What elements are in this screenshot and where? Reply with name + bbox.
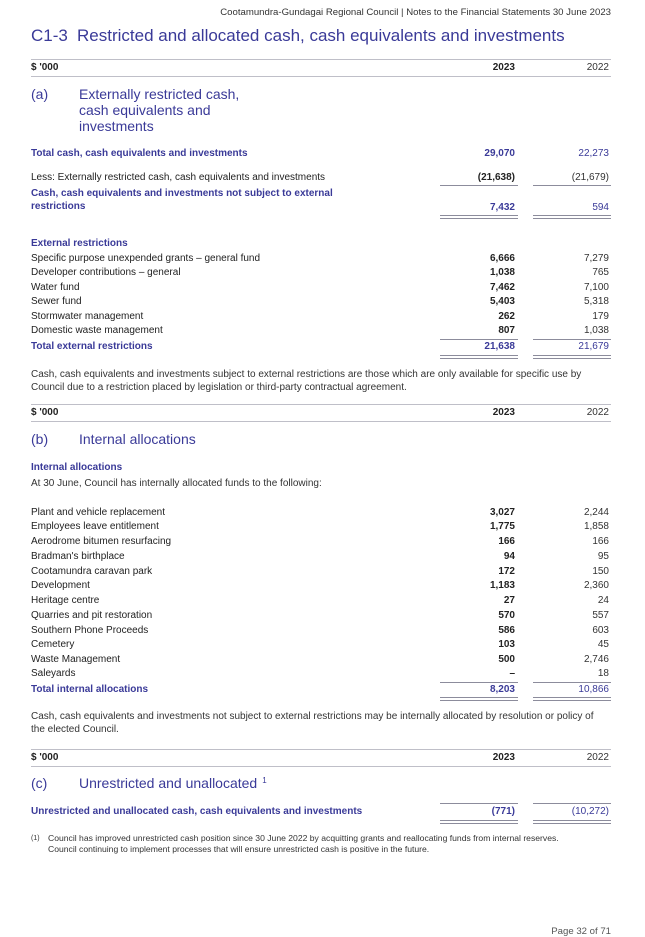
ext-item-row: Specific purpose unexpended grants – general fund 6,666 7,279 bbox=[31, 253, 609, 264]
page-header: Cootamundra-Gundagai Regional Council | Notes to the Financial Statements 30 June 2023 bbox=[220, 7, 611, 18]
sum-line bbox=[533, 803, 611, 804]
total-line bbox=[440, 355, 518, 359]
unrestricted-row: Unrestricted and unallocated cash, cash equivalents and investments (771) (10,272) bbox=[31, 806, 609, 817]
int-item-row: Employees leave entitlement 1,775 1,858 bbox=[31, 521, 609, 532]
sum-line bbox=[440, 339, 518, 340]
column-header-c: $ '000 2023 2022 bbox=[31, 749, 611, 767]
not-subject-row bbox=[31, 187, 611, 215]
page-title bbox=[31, 26, 565, 46]
sum-line bbox=[440, 185, 518, 186]
sum-line bbox=[440, 803, 518, 804]
section-title-line: Externally restricted cash, bbox=[79, 86, 240, 102]
note-number: C1-3 bbox=[31, 26, 68, 45]
int-item-row: Bradman's birthplace 94 95 bbox=[31, 551, 609, 562]
value-2022: (21,679) bbox=[571, 172, 609, 183]
ext-item-row: Domestic waste management 807 1,038 bbox=[31, 325, 609, 336]
sum-line bbox=[533, 185, 611, 186]
internal-allocations-heading: Internal allocations bbox=[31, 462, 123, 473]
sum-line bbox=[533, 682, 611, 683]
ext-item-row: Water fund 7,462 7,100 bbox=[31, 282, 609, 293]
section-a-heading bbox=[31, 86, 239, 134]
total-line bbox=[440, 215, 518, 219]
column-header-a bbox=[31, 59, 611, 77]
value-2023: 29,070 bbox=[484, 148, 515, 159]
int-total-row: Total internal allocations 8,203 10,866 bbox=[31, 684, 609, 695]
ext-total-row: Total external restrictions 21,638 21,679 bbox=[31, 341, 609, 352]
year-2023-label: 2023 bbox=[492, 62, 515, 73]
value-2022: 22,273 bbox=[578, 148, 609, 159]
external-note: Cash, cash equivalents and investments subject to external restrictions are those which are only available for specific use by Council due to a restriction placed by legislation or third-party contractual agreement. bbox=[31, 369, 582, 393]
int-item-row: Cemetery 103 45 bbox=[31, 639, 609, 650]
section-c-heading: (c) Unrestricted and unallocated $^1$ bbox=[31, 775, 267, 791]
column-header-b: $ '000 2023 2022 bbox=[31, 404, 611, 422]
int-item-row: Plant and vehicle replacement 3,027 2,244 bbox=[31, 507, 609, 518]
int-item-row: Quarries and pit restoration 570 557 bbox=[31, 610, 609, 621]
footnote-ref: 1 bbox=[262, 776, 267, 785]
section-letter: (a) bbox=[31, 86, 49, 102]
total-cash-row bbox=[31, 148, 611, 162]
sum-line bbox=[440, 682, 518, 683]
value-2023: (21,638) bbox=[477, 172, 515, 183]
internal-intro: At 30 June, Council has internally allocated funds to the following: bbox=[31, 478, 322, 489]
less-restricted-row bbox=[31, 172, 611, 186]
total-line bbox=[440, 697, 518, 701]
value-2022: 594 bbox=[592, 202, 609, 213]
total-line bbox=[440, 820, 518, 824]
note-title: Restricted and allocated cash, cash equivalents and investments bbox=[77, 26, 565, 45]
int-item-row: Development 1,183 2,360 bbox=[31, 580, 609, 591]
row-label: Less: Externally restricted cash, cash equivalents and investments bbox=[31, 172, 326, 183]
total-line bbox=[533, 697, 611, 701]
external-restrictions-heading: External restrictions bbox=[31, 238, 128, 249]
int-item-row: Southern Phone Proceeds 586 603 bbox=[31, 625, 609, 636]
footnote bbox=[31, 833, 611, 855]
total-line bbox=[533, 215, 611, 219]
section-b-heading: (b) Internal allocations bbox=[31, 431, 196, 447]
footnote-line: Council continuing to implement processes that will ensure unrestricted cash is positive in the future. bbox=[48, 844, 430, 854]
int-item-row: Cootamundra caravan park 172 150 bbox=[31, 566, 609, 577]
sum-line bbox=[533, 339, 611, 340]
section-title-line: cash equivalents and bbox=[79, 102, 211, 118]
row-label: Cash, cash equivalents and investments not subject to external restrictions bbox=[31, 188, 333, 212]
unit-label: $ '000 bbox=[31, 62, 59, 73]
footnote-marker: (1) bbox=[31, 835, 40, 842]
section-title-line: investments bbox=[79, 118, 154, 134]
total-line bbox=[533, 355, 611, 359]
footnote-line: Council has improved unrestricted cash position since 30 June 2022 by acquitting grants and reallocating funds from internal reserves. bbox=[48, 833, 559, 843]
int-item-row: Waste Management 500 2,746 bbox=[31, 654, 609, 665]
int-item-row: Saleyards – 18 bbox=[31, 668, 609, 679]
int-item-row: Heritage centre 27 24 bbox=[31, 595, 609, 606]
page-number: Page 32 of 71 bbox=[551, 926, 611, 937]
ext-item-row: Developer contributions – general 1,038 765 bbox=[31, 267, 609, 278]
int-item-row: Aerodrome bitumen resurfacing 166 166 bbox=[31, 536, 609, 547]
ext-item-row: Sewer fund 5,403 5,318 bbox=[31, 296, 609, 307]
total-line bbox=[533, 820, 611, 824]
internal-note: Cash, cash equivalents and investments not subject to external restrictions may be internally allocated by resolution or policy of the elected Council. bbox=[31, 711, 594, 735]
row-label: Total cash, cash equivalents and investments bbox=[31, 148, 248, 159]
ext-item-row: Stormwater management 262 179 bbox=[31, 311, 609, 322]
value-2023: 7,432 bbox=[489, 202, 515, 213]
year-2022-label: 2022 bbox=[586, 62, 609, 73]
